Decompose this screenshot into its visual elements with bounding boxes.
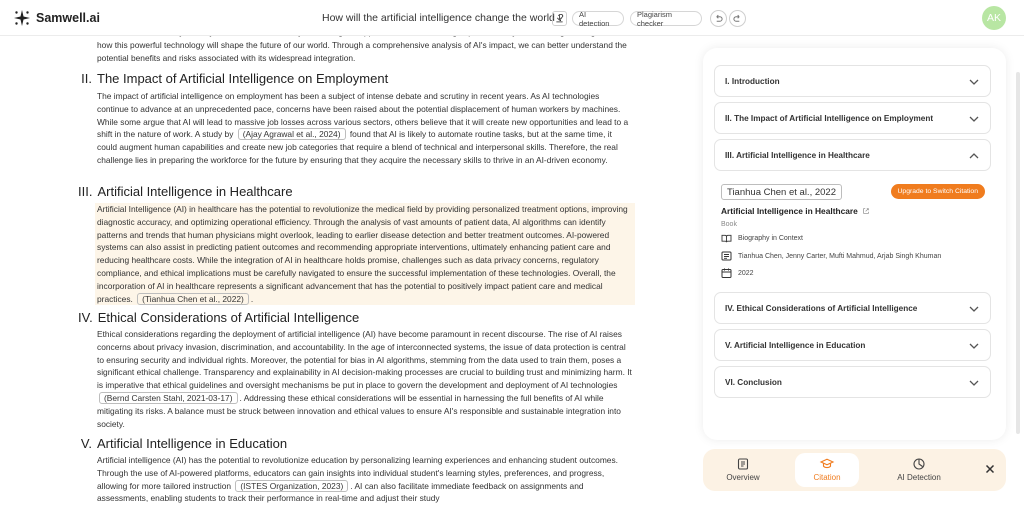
inline-citation[interactable]: (ISTES Organization, 2023) bbox=[235, 480, 348, 492]
paragraph-text: Ethical considerations regarding the deployment of artificial intelligence (AI) have become paramount in recent discourse. The rise of AI raises concerns about privacy invasion, discrimination, and accountability. In the age of interconnected systems, the issue of data protection is central to ensuring security and individual rights. Moreover, the potential for bias in AI algorithms, stemming from the data used to train them, poses a significant ethical challenge. Transparency and explainability in AI decision-making processes are crucial to building trust and minimizing harm. It is imperative that ethical guidelines and oversight mechanisms be put in place to govern the development and deployment of AI technologies bbox=[97, 329, 632, 391]
overview-icon bbox=[737, 458, 749, 470]
section-number: IV. bbox=[78, 310, 93, 325]
chevron-down-icon bbox=[968, 340, 980, 352]
redo-icon bbox=[733, 14, 742, 23]
outline-item-education[interactable] bbox=[714, 329, 991, 361]
intro-paragraph[interactable]: how this powerful technology will shape the future of our world. Through a comprehensive analysis of AI's impact, we can better understand the potential benefits and risks associated with its widespread integration. bbox=[97, 39, 627, 63]
outline-item-label: II. The Impact of Artificial Intelligence on Employment bbox=[725, 113, 934, 123]
book-icon bbox=[721, 234, 732, 243]
tab-overview[interactable] bbox=[711, 453, 775, 487]
citation-chip[interactable]: Tianhua Chen et al., 2022 bbox=[721, 184, 842, 200]
paragraph-text: . AI can also facilitate immediate feedback on assignments and assessments, enabling students to track their performance in real-time and adjust their study bbox=[97, 480, 584, 504]
undo-button[interactable] bbox=[710, 10, 727, 27]
paragraph-text: Artificial intelligence (AI) has the potential to revolutionize education by personalizing learning experiences and enhancing student outcomes. Through the use of AI-powered platforms, educators can gain insights into individual student's learning styles, preferences, and progress, allowing for more tailored instruction bbox=[97, 455, 618, 491]
reference-year bbox=[721, 268, 754, 278]
paragraph-text: . bbox=[250, 293, 254, 304]
healthcare-paragraph[interactable] bbox=[95, 203, 635, 305]
upgrade-switch-citation-button[interactable]: Upgrade to Switch Citation bbox=[891, 184, 985, 199]
section-heading-ethics[interactable] bbox=[78, 310, 359, 325]
outline-item-label: IV. Ethical Considerations of Artificial Intelligence bbox=[725, 303, 918, 313]
section-number: III. bbox=[78, 184, 93, 199]
section-title: Artificial Intelligence in Healthcare bbox=[97, 184, 293, 199]
chevron-down-icon bbox=[968, 113, 980, 125]
download-button[interactable] bbox=[552, 11, 567, 26]
document-title[interactable]: How will the artificial intelligence change the world ? bbox=[322, 12, 564, 24]
chevron-down-icon bbox=[968, 377, 980, 389]
tab-label: Overview bbox=[726, 473, 760, 482]
section-heading-healthcare[interactable] bbox=[78, 184, 293, 199]
section-title: The Impact of Artificial Intelligence on Employment bbox=[97, 71, 389, 86]
reference-journal bbox=[721, 234, 803, 243]
outline-item-healthcare-header[interactable] bbox=[714, 139, 991, 171]
section-title: Artificial Intelligence in Education bbox=[97, 436, 288, 451]
user-avatar[interactable]: AK bbox=[982, 6, 1006, 30]
paragraph-text: The impact of artificial intelligence on employment has been a subject of intense debate and scrutiny in recent years. As AI technologies continue to advance at an unprecedented pace, concerns have been raised about the potential displacement of human workers by machines. While some argue that AI will lead to massive job losses across various sectors, others believe that it will create new opportunities and lead to a shift in the nature of work. A study by bbox=[97, 91, 629, 140]
reference-authors bbox=[721, 251, 941, 261]
chevron-down-icon bbox=[968, 76, 980, 88]
outline-item-label: I. Introduction bbox=[725, 76, 780, 86]
section-heading-employment[interactable] bbox=[78, 71, 388, 86]
bottom-tab-bar bbox=[703, 449, 1006, 491]
inline-citation[interactable]: (Bernd Carsten Stahl, 2021-03-17) bbox=[99, 392, 238, 404]
undo-icon bbox=[714, 14, 723, 23]
scrollbar[interactable] bbox=[1016, 72, 1020, 434]
tab-citation[interactable] bbox=[795, 453, 859, 487]
publication-year: 2022 bbox=[738, 269, 754, 277]
outline-item-ethics[interactable] bbox=[714, 292, 991, 324]
outline-item-conclusion[interactable] bbox=[714, 366, 991, 398]
logo-text: Samwell.ai bbox=[36, 11, 100, 25]
section-number: V. bbox=[80, 436, 92, 451]
section-number: II. bbox=[81, 71, 92, 86]
employment-paragraph[interactable] bbox=[97, 90, 632, 167]
outline-item-introduction[interactable] bbox=[714, 65, 991, 97]
redo-button[interactable] bbox=[729, 10, 746, 27]
chevron-down-icon bbox=[968, 303, 980, 315]
ethics-paragraph[interactable] bbox=[97, 328, 632, 430]
section-title: Ethical Considerations of Artificial Intelligence bbox=[97, 310, 360, 325]
paragraph-text: . Addressing these ethical considerations will be essential in harnessing the full benefits of AI while mitigating its risks. A balance must be struck between innovation and ethical values to ensure AI's responsible and sustainable integration into society. bbox=[97, 392, 621, 429]
ai-detection-button[interactable]: AI detection bbox=[572, 11, 624, 26]
close-icon[interactable] bbox=[984, 463, 996, 475]
section-heading-education[interactable] bbox=[78, 436, 287, 451]
external-link-icon[interactable] bbox=[862, 207, 870, 215]
tab-ai-detection[interactable] bbox=[885, 453, 953, 487]
paragraph-text: found that AI is likely to automate routine tasks, but at the same time, it could augment human capabilities and create new job categories that require a blend of technical and interpersonal skills. Therefore, the real challenge lies in preparing the workforce for the future by ensuring that they acquire the necessary skills to thrive in an AI-driven economy. bbox=[97, 129, 618, 165]
document-editor[interactable] bbox=[0, 36, 690, 505]
graduation-cap-icon bbox=[820, 458, 834, 470]
author-icon bbox=[721, 251, 732, 261]
reference-type: Book bbox=[721, 221, 737, 228]
inline-citation[interactable]: (Ajay Agrawal et al., 2024) bbox=[238, 128, 346, 140]
chevron-up-icon bbox=[968, 150, 980, 162]
tab-label: AI Detection bbox=[897, 473, 941, 482]
calendar-icon bbox=[721, 268, 732, 278]
education-paragraph[interactable] bbox=[97, 454, 632, 505]
logo-icon bbox=[13, 9, 31, 27]
outline-item-healthcare-body bbox=[714, 173, 991, 291]
download-icon bbox=[555, 14, 564, 23]
plagiarism-checker-button[interactable]: Plagiarism checker bbox=[630, 11, 702, 26]
outline-item-label: V. Artificial Intelligence in Education bbox=[725, 340, 866, 350]
outline-item-label: VI. Conclusion bbox=[725, 377, 782, 387]
paragraph-text: Artificial Intelligence (AI) in healthcare has the potential to revolutionize the medical field by providing personalized treatment options, improving diagnostic accuracy, and optimizing operational efficiency. Through the analysis of vast amounts of patient data, AI algorithms can identify patterns and trends that human physicians might overlook, leading to earlier disease detection and better treatment outcomes. AI-powered systems can also assist in predicting patient outcomes and recommending appropriate interventions, ultimately enhancing patient care and reducing healthcare costs. While the integration of AI in healthcare holds promise, challenges such as data privacy concerns, regulatory compliance, and ethical implications must be carefully navigated to ensure the successful implementation of these technologies. Overall, the incorporation of AI in healthcare represents a significant advancement that has the potential to positively impact patient care and medical practices. bbox=[97, 204, 628, 304]
outline-panel bbox=[703, 48, 1006, 440]
tab-label: Citation bbox=[813, 473, 841, 482]
outline-item-employment[interactable] bbox=[714, 102, 991, 134]
inline-citation[interactable]: (Tianhua Chen et al., 2022) bbox=[137, 293, 249, 305]
reference-title-text: Artificial Intelligence in Healthcare bbox=[721, 206, 858, 216]
journal-name: Biography in Context bbox=[738, 235, 803, 242]
ai-detection-icon bbox=[913, 458, 925, 470]
reference-title[interactable] bbox=[721, 206, 870, 216]
top-bar bbox=[0, 0, 1024, 36]
logo[interactable] bbox=[13, 9, 100, 27]
authors-list: Tianhua Chen, Jenny Carter, Mufti Mahmud, Arjab Singh Khuman bbox=[738, 252, 942, 260]
outline-item-label: III. Artificial Intelligence in Healthcare bbox=[725, 150, 870, 160]
